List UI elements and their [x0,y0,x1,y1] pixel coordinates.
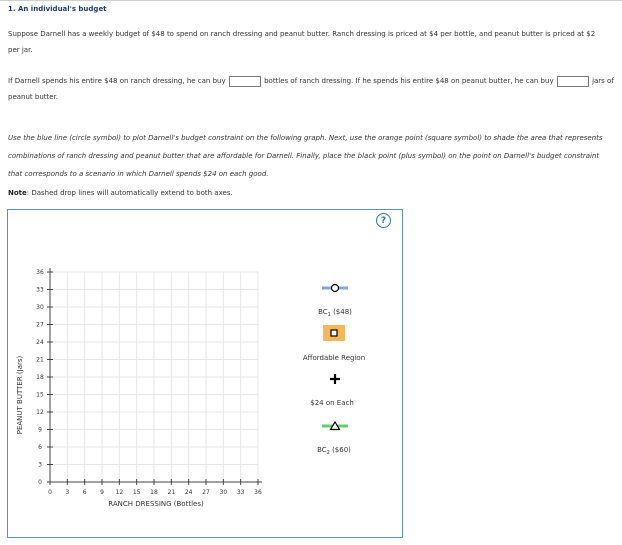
bc1-label: $BC_1$ ($48) [318,308,352,318]
y-tick-label: 30 [36,304,44,311]
x-tick-label: 15 [132,489,141,496]
intro-text: Suppose Darnell has a weekly budget of $48 to spend on ranch dressing and peanut butter. Ranch dressing is priced at $4 per bottle, and peanut butter is priced at $2 per jar. [8,30,596,54]
x-tick-label: 12 [115,489,124,496]
x-tick-label: 30 [219,489,228,496]
graph-panel [7,209,403,538]
ranch-bottles-input[interactable] [229,76,261,87]
x-tick-label: 27 [202,489,210,496]
x-tick-label: 0 [48,489,52,496]
y-tick-label: 36 [36,269,44,276]
y-tick-label: 21 [36,356,44,364]
axis-layer [36,268,262,496]
question-title: 1. An individual's budget [8,5,107,13]
grid-layer [50,272,258,482]
y-tick-label: 15 [36,391,44,399]
affordable-label: Affordable Region [302,354,366,362]
x-tick-label: 33 [236,489,245,496]
fill-in-paragraph [8,73,618,105]
x-tick-label: 3 [65,489,70,496]
x-tick-label: 18 [150,489,158,496]
top-divider [0,0,622,1]
affordable-square-marker-icon [331,330,337,336]
y-tick-label: 6 [38,444,42,451]
y-tick-label: 0 [38,479,42,486]
peanut-jars-input[interactable] [557,76,589,87]
y-axis-label: PEANUT BUTTER (Jars) [16,355,24,435]
affordable-tool[interactable] [323,325,345,341]
note-label: Note [8,189,27,197]
x-axis-label: RANCH DRESSING (Bottles) [108,500,204,508]
note-body: : Dashed drop lines will automatically extend to both axes. [26,189,233,197]
x-tick-label: 36 [254,489,262,496]
note-text [8,189,233,197]
fill-text-3: jars of peanut butter. [8,77,614,101]
spend-label: $24 on Each [310,399,354,407]
x-tick-label: 6 [82,489,87,496]
bc1-circle-icon [332,285,339,292]
bc2-tool[interactable] [322,422,348,430]
spend-tool[interactable] [330,374,340,384]
bc2-label: $BC_2$ ($60) [317,446,351,456]
fill-text-2: bottles of ranch dressing. If he spends his entire $48 on peanut butter, he can buy [264,77,554,85]
y-tick-label: 9 [38,426,42,434]
budget-graph[interactable] [8,210,402,537]
y-tick-label: 24 [36,339,44,346]
bc1-tool[interactable] [322,285,348,292]
plus-icon [330,374,340,384]
fill-text-1: If Darnell spends his entire $48 on ranch dressing, he can buy [8,77,226,85]
x-tick-label: 24 [184,489,193,496]
help-icon[interactable]: ? [376,213,391,228]
y-tick-label: 18 [36,374,44,381]
x-tick-label: 9 [100,489,104,496]
y-tick-label: 33 [36,286,44,294]
y-tick-label: 3 [38,461,42,469]
y-tick-label: 12 [36,409,44,416]
x-tick-label: 21 [167,489,176,496]
y-tick-label: 27 [36,321,44,329]
instructions-text: Use the blue line (circle symbol) to plot Darnell's budget constraint on the following graph. Next, use the orange point (square symbol) to shade the area that represents combinations of ranch dressing and peanut butter that are affordable for Darnell. Finally, place the black point (plus symbol) on the point on Darnell's budget constraint that corresponds to a scenario in which Darnell spends $24 on each good. [8,134,603,178]
